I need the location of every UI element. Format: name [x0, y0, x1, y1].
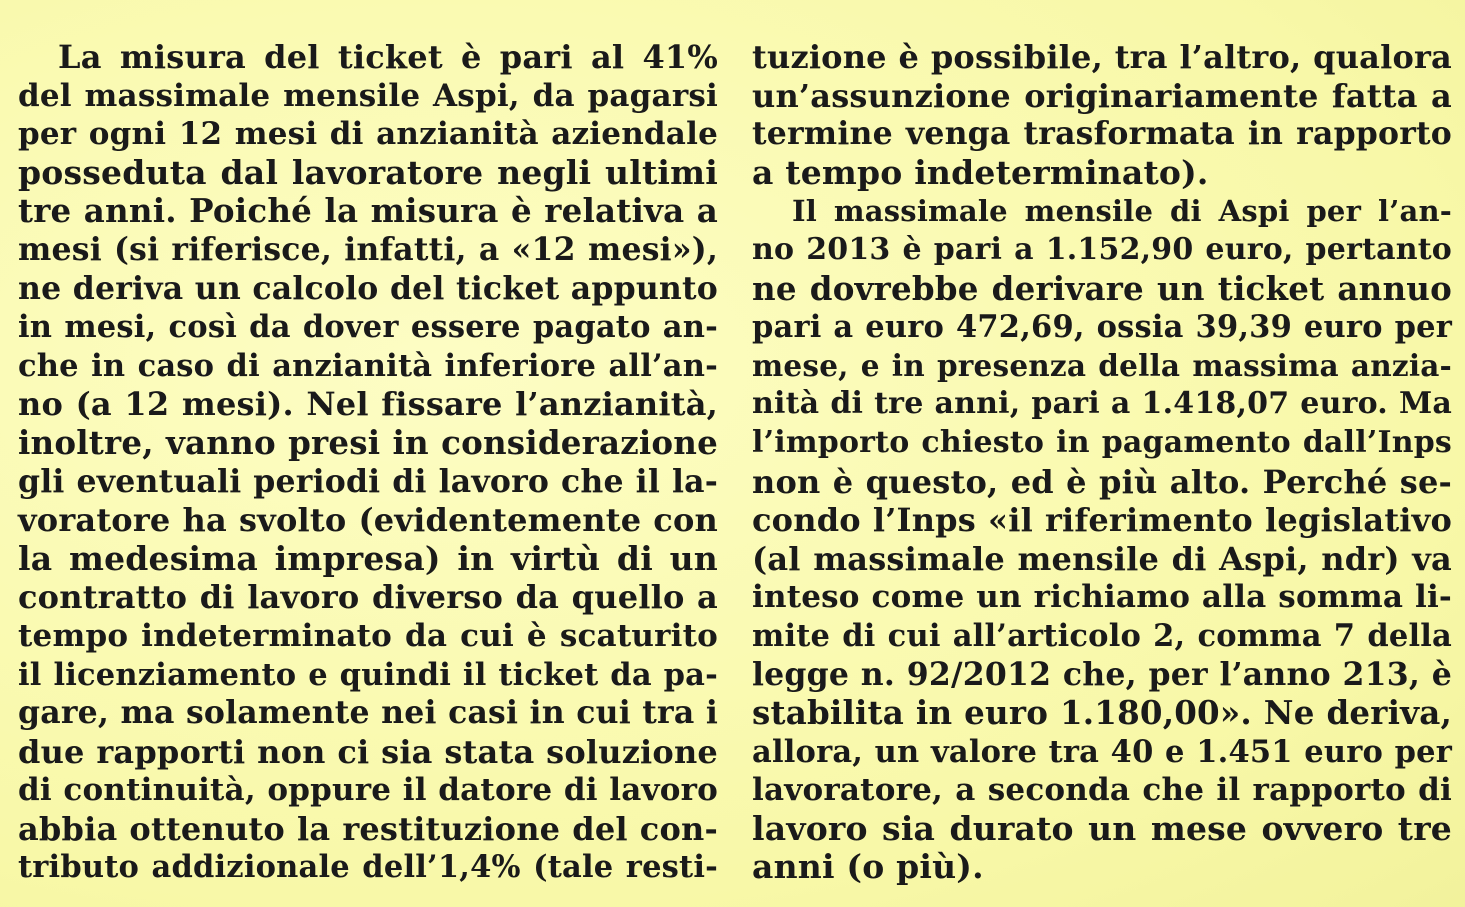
text-line: tempo indeterminato da cui è scaturito	[18, 617, 718, 654]
text-line: nità di tre anni, pari a 1.418,07 euro. Ma	[752, 386, 1452, 422]
text-line: lavoro sia durato un mese ovvero tre	[752, 808, 1452, 848]
text-line: termine venga trasformata in rapporto	[752, 115, 1452, 153]
text-line: ne dovrebbe derivare un ticket annuo	[752, 268, 1452, 308]
text-line: ne deriva un calcolo del ticket appunto	[18, 269, 718, 307]
text-line: mese, e in presenza della massima anzia-	[752, 347, 1452, 383]
text-line: tuzione è possibile, tra l’altro, qualora	[752, 38, 1452, 76]
text-line: mesi (si riferisce, infatti, a «12 mesi»),	[18, 230, 718, 268]
text-line: posseduta dal lavoratore negli ultimi	[18, 152, 718, 192]
text-line: abbia ottenuto la restituzione del con-	[18, 809, 718, 848]
text-line: in mesi, così da dover essere pagato an-	[18, 309, 718, 346]
text-line: no (a 12 mesi). Nel fissare l’anzianità,	[18, 385, 718, 424]
text-line: pari a euro 472,69, ossia 39,39 euro per	[752, 309, 1452, 346]
text-line: per ogni 12 mesi di anzianità aziendale	[18, 116, 718, 153]
text-line: a tempo indeterminato).	[752, 152, 1209, 192]
text-line: mite di cui all’articolo 2, comma 7 della	[752, 617, 1452, 654]
text-line: del massimale mensile Aspi, da pagarsi	[18, 77, 718, 114]
text-line: di continuità, oppure il datore di lavoro	[18, 772, 718, 809]
text-line: non è questo, ed è più alto. Perché se-	[752, 462, 1452, 501]
text-line: tre anni. Poiché la misura è relativa a	[18, 191, 718, 231]
text-line: il licenziamento e quindi il ticket da pa-	[18, 656, 718, 693]
text-line: inteso come un richiamo alla somma li-	[752, 579, 1452, 616]
text-line: l’importo chiesto in pagamento dall’Inps	[752, 424, 1452, 460]
text-line: Il massimale mensile di Aspi per l’an-	[792, 194, 1452, 229]
text-line: due rapporti non ci sia stata soluzione	[18, 732, 718, 771]
text-line: voratore ha svolto (evidentemente con	[18, 501, 718, 540]
text-line: anni (o più).	[752, 847, 984, 887]
text-line: lavoratore, a seconda che il rapporto di	[752, 772, 1452, 809]
right-column	[752, 38, 1452, 887]
text-line: contratto di lavoro diverso da quello a	[18, 578, 718, 617]
text-line: inoltre, vanno presi in considerazione	[18, 422, 718, 462]
text-line: legge n. 92/2012 che, per l’anno 213, è	[752, 655, 1452, 693]
text-line: gli eventuali periodi di lavoro che il la-	[18, 462, 718, 500]
text-line: tributo addizionale dell’1,4% (tale resti-	[18, 849, 718, 886]
left-column	[18, 38, 718, 887]
text-line: un’assunzione originariamente fatta a	[752, 76, 1452, 115]
text-line: allora, un valore tra 40 e 1.451 euro per	[752, 733, 1452, 770]
text-line: no 2013 è pari a 1.152,90 euro, pertanto	[752, 231, 1452, 267]
text-line: condo l’Inps «il riferimento legislativo	[752, 501, 1452, 540]
text-line: (al massimale mensile di Aspi, ndr) va	[752, 539, 1452, 578]
text-line: gare, ma solamente nei casi in cui tra i	[18, 694, 718, 732]
text-line: La misura del ticket è pari al 41%	[58, 38, 718, 76]
text-line: la medesima impresa) in virtù di un	[18, 538, 718, 578]
text-line: stabilita in euro 1.180,00». Ne deriva,	[752, 693, 1452, 733]
text-line: che in caso di anzianità inferiore all’an-	[18, 347, 718, 384]
